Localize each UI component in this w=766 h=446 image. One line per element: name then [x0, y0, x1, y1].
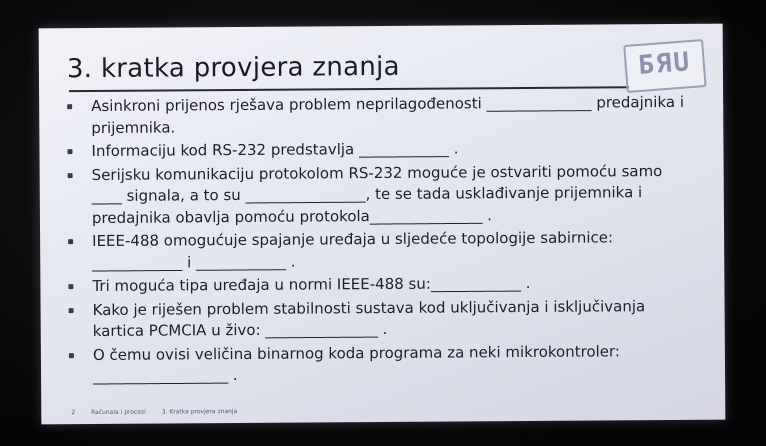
list-item: Informaciju kod RS-232 predstavlja ____________ . — [61, 137, 691, 163]
bullet-icon — [68, 239, 73, 244]
question-list — [61, 92, 693, 390]
slide-title: 3. kratka provjera znanja — [66, 51, 400, 85]
slide — [39, 24, 726, 425]
list-item: Asinkroni prijenos rješava problem neprilagođenosti ______________ predajnika i prijemnika. — [61, 92, 691, 139]
list-item: Serijsku komunikaciju protokolom RS-232 moguće je ostvariti pomoću samo ____ signala, a to su ________________, te se tada usklađivanje prijemnika i predajnika obavlja pomoću protokola_______________ . — [62, 160, 692, 229]
bullet-icon — [67, 149, 72, 154]
list-item: Tri moguća tipa uređaja u normi IEEE-488 su:____________ . — [62, 272, 692, 298]
logo: БЯU — [623, 39, 706, 93]
bullet-icon — [67, 104, 72, 109]
title-underline — [69, 86, 629, 92]
list-item: IEEE-488 omogućuje spajanje uređaja u sljedeće topologije sabirnice: ____________ i ____________ . — [62, 227, 692, 274]
bullet-icon — [69, 308, 74, 313]
page-number: 2 — [71, 409, 76, 417]
footer-course: Računala i procesi — [91, 408, 146, 417]
list-item: O čemu ovisi veličina binarnog koda programa za neki mikrokontroler: __________________ . — [63, 340, 693, 387]
bullet-icon — [68, 284, 73, 289]
slide-footer — [71, 408, 251, 416]
list-item: Kako je riješen problem stabilnosti sustava kod uključivanja i isključivanja kartica PCMCIA u živo: _______________ . — [63, 295, 693, 342]
footer-topic: 3. Kratka provjera znanja — [161, 408, 238, 416]
bullet-icon — [68, 173, 73, 178]
bullet-icon — [69, 353, 74, 358]
